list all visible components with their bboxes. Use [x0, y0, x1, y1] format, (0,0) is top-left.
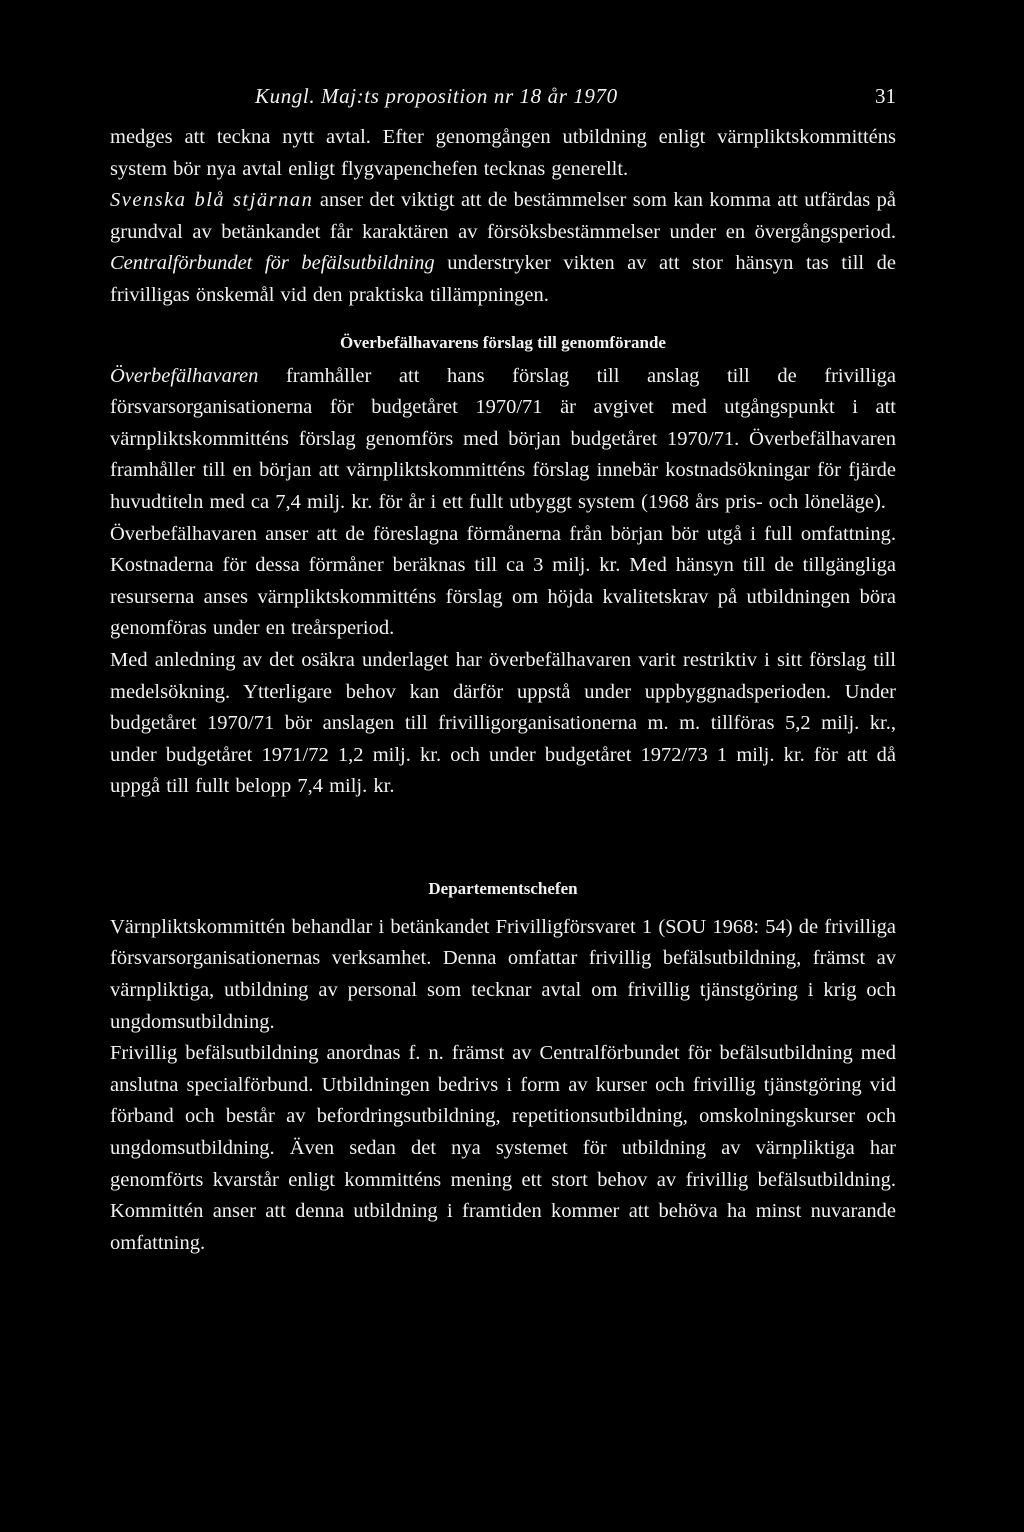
section-overbefalhavaren	[110, 331, 896, 803]
paragraph-text: understryker vikten av att stor hänsyn tas till de frivilligas önskemål vid den praktiska tillämpningen.	[110, 252, 896, 306]
org-name-overbefalhavaren: Överbefälhavaren	[110, 364, 259, 387]
org-name-centralforbundet: Centralförbundet för befälsutbildning	[110, 252, 435, 275]
section-heading-forslag: Överbefälhavarens förslag till genomförande	[340, 332, 666, 352]
paragraph-organisations	[110, 185, 896, 311]
section-remiss-opinions	[110, 122, 896, 312]
paragraph-funding: Med anledning av det osäkra underlaget har överbefälhavaren varit restriktiv i sitt förslag till medelsökning. Ytterligare behov kan därför uppstå under uppbyggnadsperioden. Under budgetåret 1970/71 bör anslagen till frivilligorganisationerna m. m. tillföras 5,2 milj. kr., under budgetåret 1971/72 1,2 milj. kr. och under budgetåret 1972/73 1 milj. kr. för att då uppgå till fullt belopp 7,4 milj. kr.	[110, 648, 896, 798]
page-number: 31	[875, 84, 896, 108]
paragraph-befalsutbildning: Frivillig befälsutbildning anordnas f. n. främst av Centralförbundet för befälsutbildning med anslutna specialförbund. Utbildningen bedrivs i form av kurser och frivillig tjänstgöring vid förband och består av befordringsutbildning, repetitionsutbildning, omskolningskurser och ungdomsutbildning. Även sedan det nya systemet för utbildning av värnpliktiga har genomförts kvarstår enligt kommitténs mening ett stort behov av frivillig befälsutbildning. Kommittén anser att denna utbildning i framtiden kommer att behöva ha minst nuvarande omfattning.	[110, 1042, 896, 1254]
paragraph-committee: Värnpliktskommittén behandlar i betänkandet Frivilligförsvaret 1 (SOU 1968: 54) de frivilliga försvarsorganisationernas verksamhet. Denna omfattar frivillig befälsutbildning, främst av värnpliktiga, utbildning av personal som tecknar avtal om frivillig tjänstgöring i krig och ungdomsutbildning.	[110, 915, 896, 1033]
paragraph-obs-proposal	[110, 361, 896, 519]
section-heading-departementschefen: Departementschefen	[428, 878, 578, 898]
running-head	[110, 84, 896, 122]
section-departementschefen	[110, 877, 896, 1260]
paragraph-continuation: medges att teckna nytt avtal. Efter genomgången utbildning enligt värnpliktskommitténs system bör nya avtal enligt flygvapenchefen tecknas generellt.	[110, 126, 896, 180]
org-name-svenska-bla-stjarnan: Svenska blå stjärnan	[110, 189, 314, 212]
paragraph-text: anser det viktigt att de bestämmelser som kan komma att utfärdas på grundval av betänkandet får karaktären av försöksbestämmelser under en övergångsperiod.	[110, 189, 896, 243]
paragraph-text: framhåller att hans förslag till anslag till de frivilliga försvarsorganisationerna för budgetåret 1970/71 är avgivet med utgångspunkt i att värnpliktskommitténs förslag genomförs med början budgetåret 1970/71. Överbefälhavaren framhåller till en början att värnpliktskommitténs förslag innebär kostnadsökningar för fjärde huvudtiteln med ca 7,4 milj. kr. för år i ett fullt utbyggt system (1968 års pris- och löneläge).	[110, 364, 896, 513]
running-title: Kungl. Maj:ts proposition nr 18 år 1970	[255, 84, 618, 108]
paragraph-benefits: Överbefälhavaren anser att de föreslagna förmånerna från början bör utgå i full omfattning. Kostnaderna för dessa förmåner beräknas till ca 3 milj. kr. Med hänsyn till de tillgängliga resurserna anses värnpliktskommitténs förslag om höjda kvalitetskrav på utbildningen böra genomföras under en treårsperiod.	[110, 522, 896, 640]
document-page	[110, 84, 896, 1259]
